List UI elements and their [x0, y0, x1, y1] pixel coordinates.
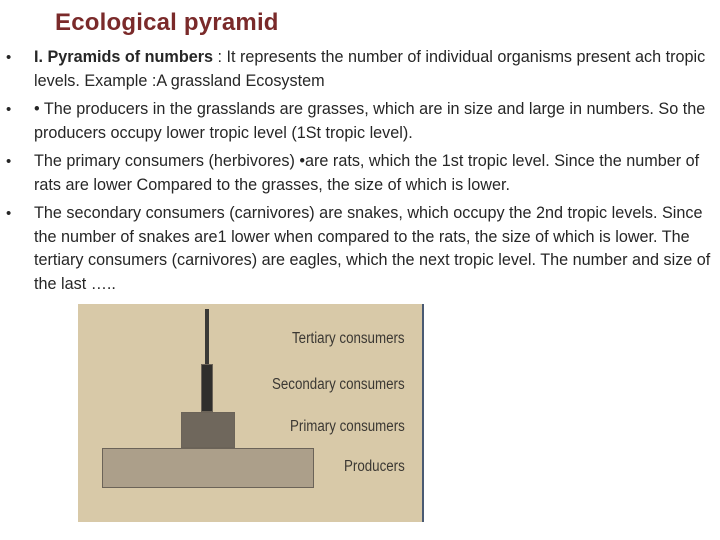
- label-secondary-consumers: Secondary consumers: [272, 376, 405, 393]
- slide-title: Ecological pyramid: [55, 9, 279, 36]
- pyramid-tier-producers: [102, 448, 314, 488]
- bullet-item: [0, 150, 720, 197]
- label-tertiary-consumers: Tertiary consumers: [292, 330, 405, 347]
- figure-border-edge: [422, 304, 424, 522]
- bullet-text: The secondary consumers (carnivores) are snakes, which occupy the 2nd tropic levels. Since the number of snakes are1 lower when compared to the rats, the size of which is lower. The tertiary consumers (carnivores) are eagles, which the next tropic level. The number and size of the last …..: [34, 204, 711, 293]
- label-primary-consumers: Primary consumers: [290, 418, 405, 435]
- bullet-item: [0, 98, 720, 145]
- bullet-item: [0, 46, 720, 93]
- pyramid-of-numbers-figure: [78, 304, 422, 522]
- label-producers: Producers: [344, 458, 405, 475]
- pyramid-tier-primary: [181, 412, 235, 448]
- bullet-body: : It represents the number of individual organisms present ach tropic levels. Example :A grassland Ecosystem: [34, 48, 706, 90]
- bullet-marker: •: [6, 49, 12, 66]
- pyramid-tier-secondary: [201, 364, 213, 412]
- bullet-lead-bold: I. Pyramids of numbers: [34, 48, 214, 66]
- bullet-marker: •: [6, 205, 12, 222]
- bullet-text: [34, 48, 705, 90]
- bullet-marker: •: [6, 101, 12, 118]
- bullet-text: • The producers in the grasslands are grasses, which are in size and large in numbers. So the producers occupy lower tropic level (1St tropic level).: [34, 100, 706, 142]
- bullet-marker: •: [6, 153, 12, 170]
- pyramid-tier-tertiary: [205, 309, 209, 364]
- bullet-item: [0, 202, 720, 296]
- bullet-text: The primary consumers (herbivores) •are rats, which the 1st tropic level. Since the number of rats are lower Compared to the grasses, the size of which is lower.: [34, 152, 700, 194]
- bullet-list: [0, 46, 720, 301]
